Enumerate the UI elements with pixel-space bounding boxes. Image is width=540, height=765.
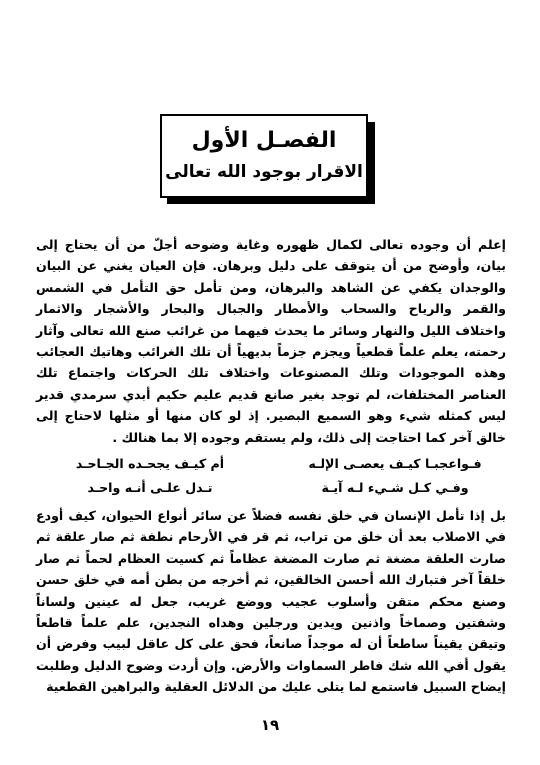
body-paragraph-1 [36,234,506,448]
verse-line [50,452,495,476]
verse-first-hemistich: فـواعجبـا كيـف يعصـى الإلـه [308,456,482,471]
chapter-title-box [160,114,368,198]
paragraph-text: بل إذا تأمل الإنسان في خلق نفسه فضلاً عن سائر أنواع الحيوان، كيف أودع في الاصلاب بعد أن خلق من تراب، ثم قر في الأرحام نطفة ثم صار علقة ثم صارت العلقة مضغة ثم صارت المضغة عظاماً ثم كسيت العظام لحماً ثم صار خلقاً آخر فتبارك الله أحسن الخالقين، ثم أخرجه من بطن أمه في خلق حسن وصنع محكم متقن وأسلوب عجيب ووضع غريب، جعل له عينين ولساناً وشفتين وصماخاً واذنين ويدين ورجلين وهداه النجدين، علم علماً قاطعاً وتيقن يقيناً ساطعاً أن له موجداً صانعاً، فحق على كل عاقل لبيب وفرض أن يقول أفي الله شك فاطر السماوات والأرض. وإن أردت وضوح الدليل وطلبت إيضاح السبيل فاستمع لما يتلى عليك من الدلائل العقلية والبراهين القطعية [36,508,506,695]
verse-first-hemistich: وفـي كـل شـيء لـه آيـة [321,480,469,495]
chapter-heading: الفصـل الأول [191,128,337,153]
verse-second-hemistich: أم كيـف يجحـده الجـاحـد [75,456,225,471]
verse-second-hemistich: تـدل علـى أنـه واحـد [87,480,213,495]
poetry-verses [50,452,495,500]
verse-line [50,476,495,500]
body-paragraph-2 [36,505,506,698]
page-number: ١٩ [260,716,280,734]
paragraph-text: إعلم أن وجوده تعالى لكمال ظهوره وغاية وضوحه أجلّ من أن يحتاج إلى بيان، وأوضح من أن يتوقف على دليل وبرهان. فإن العيان يغني عن البيان والوجدان يكفي عن الشاهد والبرهان، ومن تأمل حق التأمل في الشمس والقمر والرياح والسحاب والأمطار والجبال والبحار والأشجار والاثمار واختلاف الليل والنهار وسائر ما يحدث فيهما من غرائب صنع الله تعالى وآثار رحمته، يعلم علماً قطعياً ويجزم جزماً بديهياً أن تلك الغرائب وهاتيك العجائب وهذه الموجودات وتلك المصنوعات واختلاف تلك الحركات واجتماع تلك العناصر المختلفات، لم توجد بغير صانع قديم عليم حكيم أبدي سرمدي قدير ليس كمثله شيء وهو السميع البصير. إذ لو كان منها أو مثلها لاحتاج إلى خالق آخر كما احتاجت إلى ذلك، ولم يستقم وجوده إلا بما هنالك . [36,237,506,445]
chapter-subtitle: الاقرار بوجود الله تعالى [165,162,363,182]
